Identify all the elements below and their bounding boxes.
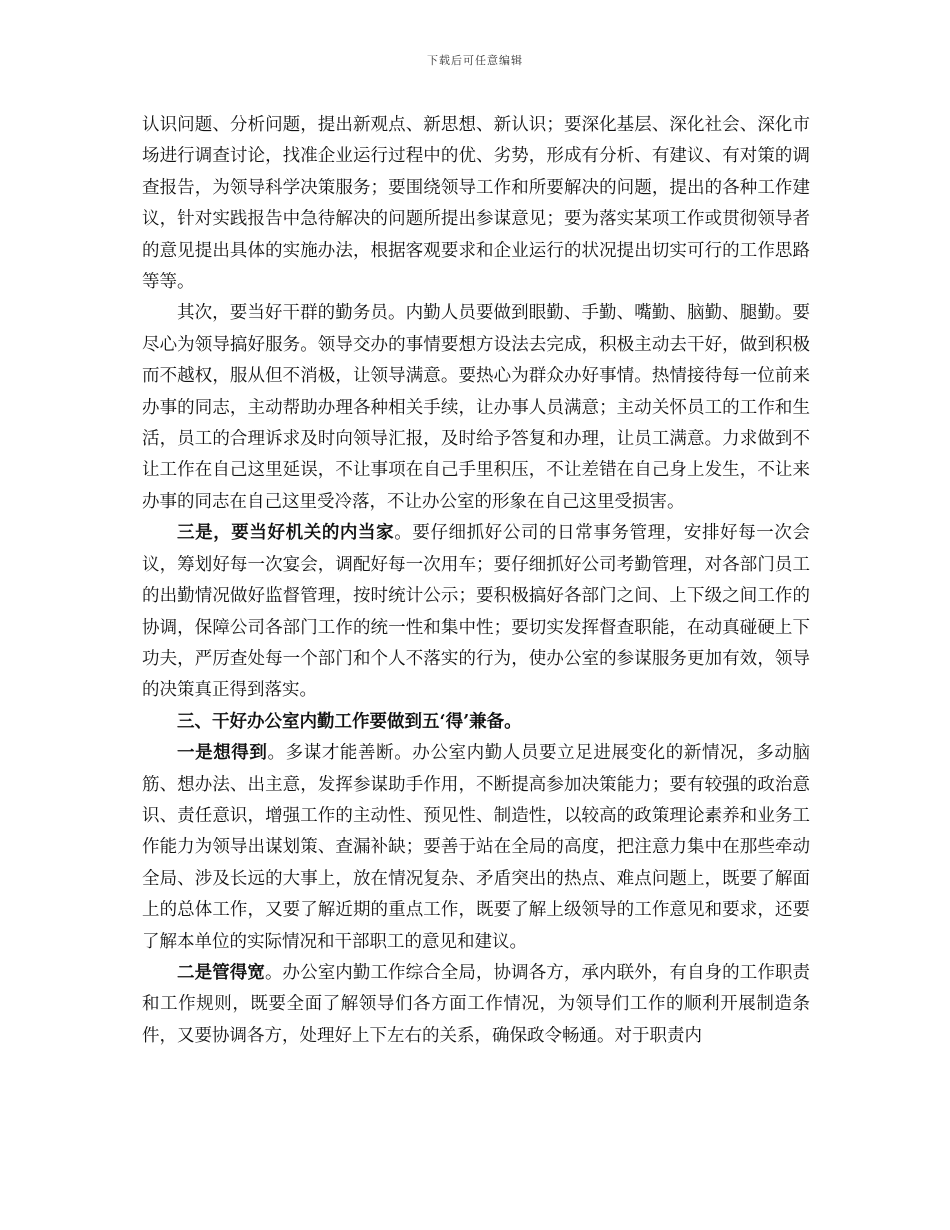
paragraph-text: 认识问题、分析问题，提出新观点、新思想、新认识；要深化基层、深化社会、深化市场进行调查讨论，找准企业运行过程中的优、劣势，形成有分析、有建议、有对策的调查报告，为领导科学决策服务；要围绕领导工作和所要解决的问题，提出的各种工作建议，针对实践报告中急待解决的问题所提出参谋意见；要为落实某项工作或贯彻领导者的意见提出具体的实施办法，根据客观要求和企业运行的状况提出切实可行的工作思路等等。 [142, 115, 810, 293]
paragraph-lead-heading: 二是管得宽 [177, 962, 265, 983]
paragraph-text: 其次，要当好干群的勤务员。内勤人员要做到眼勤、手勤、嘴勤、脑勤、腿勤。要尽心为领导搞好服务。领导交办的事情要想方设法去完成，积极主动去干好，做到积极而不越权，服从但不消极，让领导满意。要热心为群众办好事情。热情接待每一位前来办事的同志，主动帮助办理各种相关手续，让办事人员满意；主动关怀员工的工作和生活，员工的合理诉求及时向领导汇报，及时给予答复和办理，让员工满意。力求做到不让工作在自己这里延误，不让事项在自己手里积压，不让差错在自己身上发生，不让来办事的同志在自己这里受冷落，不让办公室的形象在自己这里受损害。 [142, 303, 810, 512]
paragraph-think-ahead [142, 738, 810, 958]
paragraph-text: 。多谋才能善断。办公室内勤人员要立足进展变化的新情况，多动脑筋、想办法、出主意，发挥参谋助手作用，不断提高参加决策能力；要有较强的政治意识、责任意识，增强工作的主动性、预见性、制造性，以较高的政策理论素养和业务工作能力为领导出谋划策、查漏补缺；要善于站在全局的高度，把注意力集中在那些牵动全局、涉及长远的大事上，放在情况复杂、矛盾突出的热点、难点问题上，既要了解面上的总体工作，又要了解近期的重点工作，既要了解上级领导的工作意见和要求，还要了解本单位的实际情况和干部职工的意见和建议。 [142, 743, 810, 952]
paragraph-text: 。要仔细抓好公司的日常事务管理，安排好每一次会议，筹划好每一次宴会，调配好每一次用车；要仔细抓好公司考勤管理，对各部门员工的出勤情况做好监督管理，按时统计公示；要积极搞好各部门之间、上下级之间工作的协调，保障公司各部门工作的统一性和集中性；要切实发挥督查职能，在动真碰硬上下功夫，严厉查处每一个部门和个人不落实的行为，使办公室的参谋服务更加有效，领导的决策真正得到落实。 [142, 523, 810, 701]
section-heading-three [142, 707, 810, 738]
paragraph-manage-wide [142, 958, 810, 1052]
paragraph-continuation [142, 110, 810, 298]
paragraph-text: 。办公室内勤工作综合全局，协调各方，承内联外，有自身的工作职责和工作规则，既要全面了解领导们各方面工作情况，为领导们工作的顺利开展制造条件，又要协调各方，处理好上下左右的关系，确保政令畅通。对于职责内 [142, 962, 811, 1046]
paragraph-lead-heading: 三是，要当好机关的内当家 [177, 523, 395, 544]
page-header-note: 下载后可任意编辑 [427, 54, 523, 67]
paragraph-lead-heading: 一是想得到 [177, 743, 268, 764]
section-heading-text: 三、干好办公室内勤工作要做到五‘得’兼备。 [177, 711, 522, 732]
paragraph-diligent-servant [142, 298, 810, 518]
document-body [142, 110, 810, 1052]
paragraph-housekeeper [142, 518, 810, 706]
